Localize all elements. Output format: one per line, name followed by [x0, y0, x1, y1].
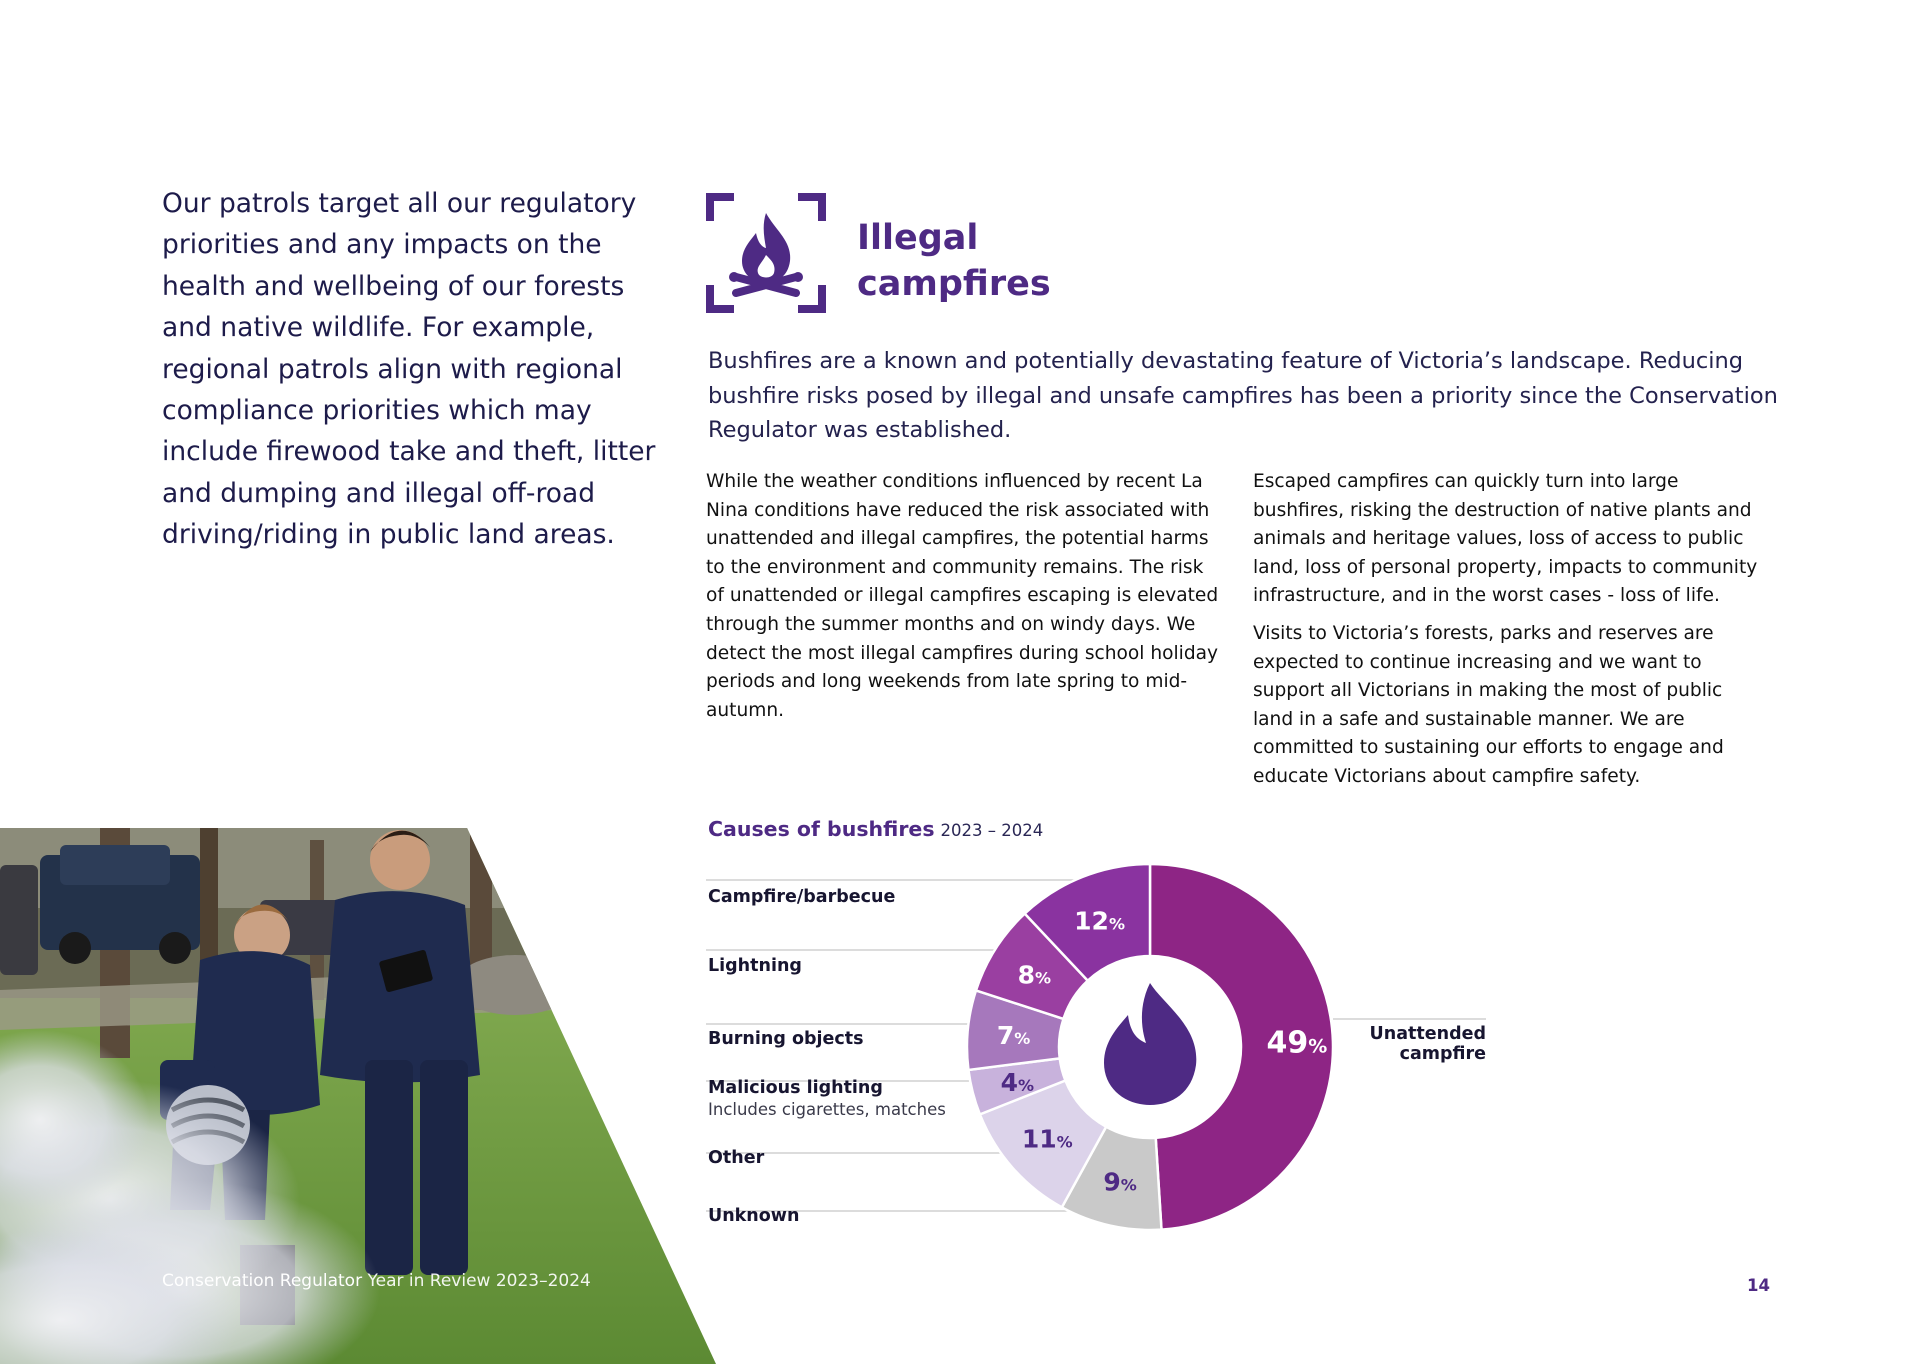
legend-label-burning-objects: Burning objects — [708, 1029, 864, 1049]
heading-line-1: Illegal — [857, 218, 979, 258]
legend-label-other: Other — [708, 1148, 765, 1168]
slice-label-unknown: 9% — [1103, 1167, 1137, 1197]
slice-label-lightning: 8% — [1017, 960, 1052, 990]
slice-label-unattended-campfire: 49% — [1266, 1025, 1328, 1061]
page-number: 14 — [1747, 1276, 1770, 1295]
slice-label-burning-objects: 7% — [996, 1021, 1031, 1051]
slice-label-other: 11% — [1021, 1124, 1073, 1154]
body-paragraph: While the weather conditions influenced by recent La Nina conditions have reduced the risk associated with unattended and illegal campfires, the potential harms to the environment and community remains. The risk of unattended or illegal campfires escaping is elevated through the summer months and on windy days. We detect the most illegal campfires during school holiday periods and long weekends from late spring to mid-autumn. — [706, 471, 1219, 721]
chart-title-main: Causes of bushfires — [708, 817, 935, 841]
footer-report-subtitle: Year in Review 2023–2024 — [367, 1271, 591, 1291]
body-paragraph: Visits to Victoria’s forests, parks and reserves are expected to continue increasing and we want to support all Victorians in making the most of public land in a safe and sustainable manner. We are committed to sustaining our efforts to engage and educate Victorians about campfire safety. — [1253, 622, 1724, 787]
intro-paragraph: Our patrols target all our regulatory priorities and any impacts on the health and wellbeing of our forests and native wildlife. For example, regional patrols align with regional compliance priorities which may include firewood take and theft, litter and dumping and illegal off-road driving/riding in public land areas. — [162, 188, 656, 551]
body-paragraph: Escaped campfires can quickly turn into large bushfires, risking the destruction of native plants and animals and heritage values, loss of access to public land, loss of personal property, impacts to community infrastructure, and in the worst cases - loss of life. — [1253, 471, 1758, 607]
slice-label-campfire-barbecue: 12% — [1074, 906, 1125, 936]
legend-label-lightning: Lightning — [708, 956, 802, 976]
heading-line-2: campfires — [857, 264, 1051, 304]
slice-label-malicious-lighting: 4% — [1000, 1068, 1035, 1098]
legend-label-campfire-barbecue: Campfire/barbecue — [708, 887, 896, 907]
footer-report-name: Conservation Regulator — [162, 1271, 363, 1291]
chart-subtitle: 2023 – 2024 — [940, 821, 1044, 840]
legend-label-unknown: Unknown — [708, 1206, 800, 1226]
legend-label-malicious-lighting: Malicious lighting — [708, 1078, 883, 1098]
legend-note-malicious-lighting: Includes cigarettes, matches — [708, 1100, 946, 1119]
legend-label-unattended-campfire: Unattended campfire — [1369, 1024, 1486, 1064]
lead-paragraph: Bushfires are a known and potentially devastating feature of Victoria’s landscape. Reducing bushfire risks posed by illegal and unsafe campfires has been a priority since the Conservation Regulator was established. — [708, 348, 1778, 443]
footer-title — [162, 1271, 591, 1291]
